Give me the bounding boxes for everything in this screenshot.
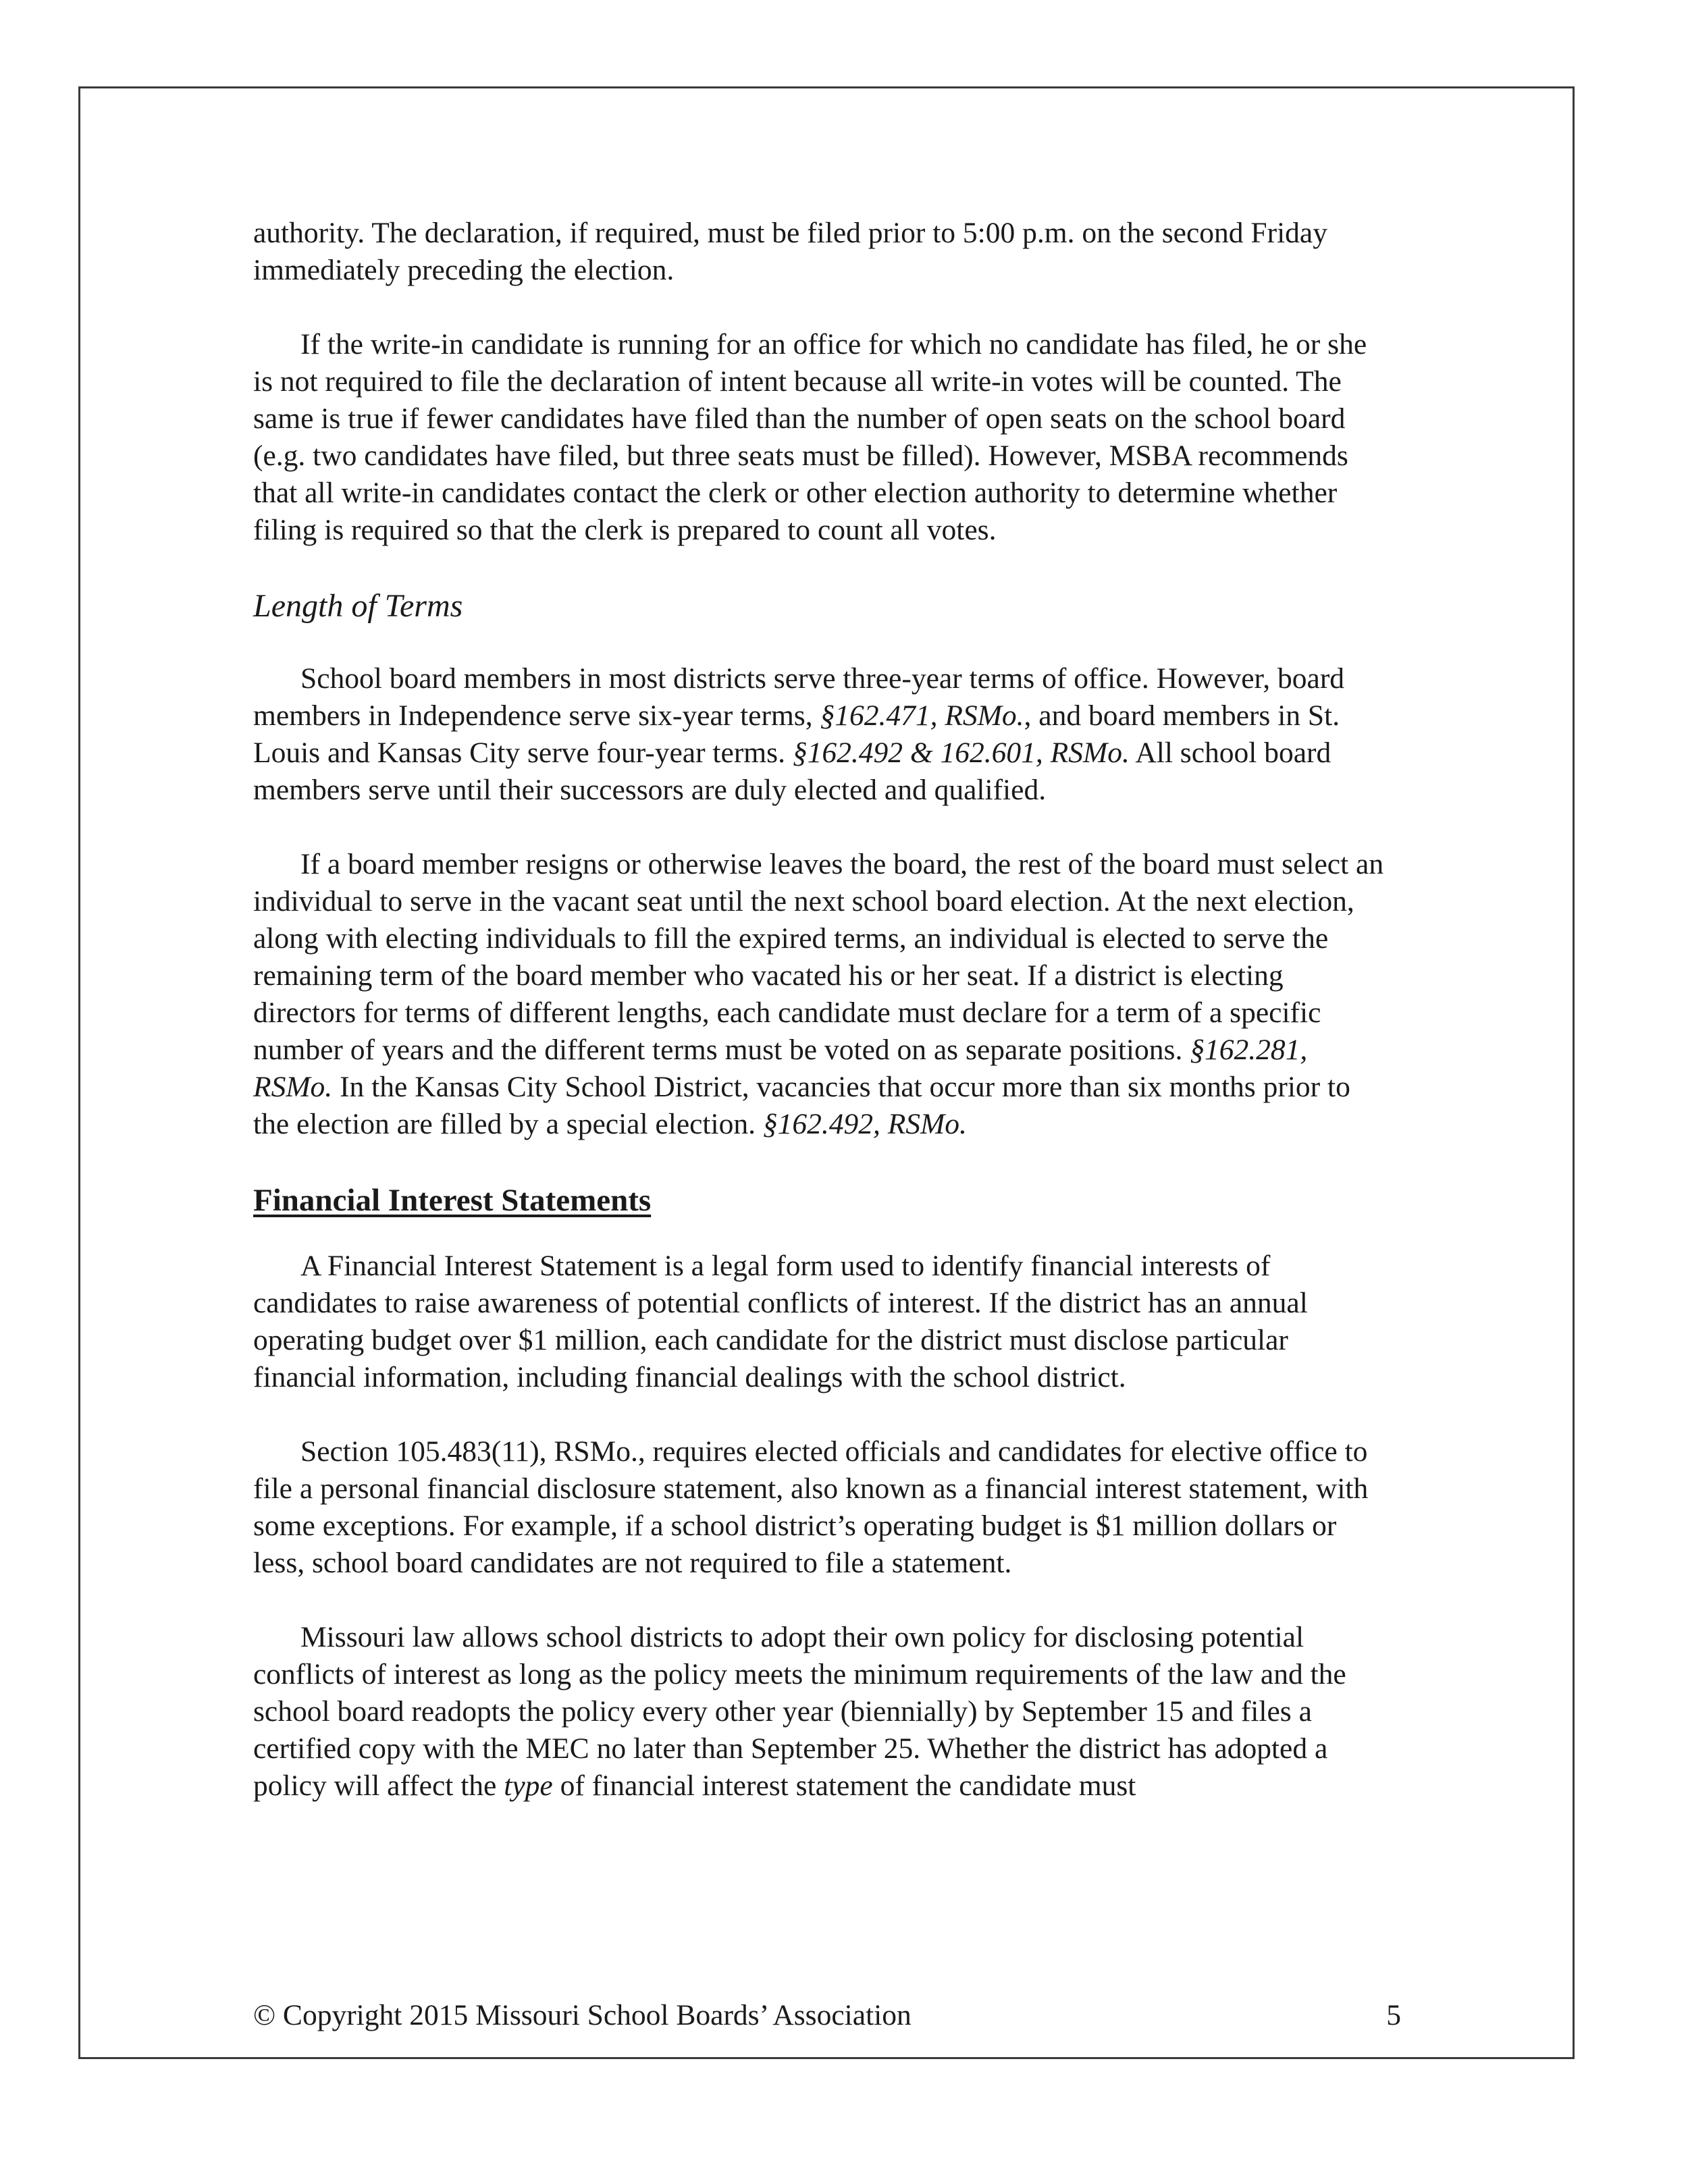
financial-paragraph-3: Missouri law allows school districts to adopt their own policy for disclosing potential conflicts of interest as long as the policy meets the minimum requirements of the law and the school board readopts the policy every other year (biennially) by September 15 and files a certified copy with the MEC no later than September 25. Whether the district has adopted a policy will affect the type of financial interest statement the candidate must (253, 1621, 1346, 1802)
citation: §162.471, RSMo. (820, 699, 1024, 732)
length-of-terms-heading: Length of Terms (253, 588, 463, 624)
page-footer (253, 1997, 1401, 2034)
intro-paragraph: authority. The declaration, if required, must be filed prior to 5:00 p.m. on the second Friday immediately preceding the election. (253, 217, 1327, 286)
financial-interest-heading: Financial Interest Statements (253, 1183, 652, 1218)
financial-paragraph-1: A Financial Interest Statement is a legal form used to identify financial interests of candidates to raise awareness of potential conflicts of interest. If the district has an annual operating budget over $1 million, each candidate for the district must disclose particular financial information, including financial dealings with the school district. (253, 1250, 1308, 1393)
financial-paragraph-2: Section 105.483(11), RSMo., requires elected officials and candidates for elective office to file a personal financial disclosure statement, also known as a financial interest statement, with some exceptions. For example, if a school district’s operating budget is $1 million dollars or less, school board candidates are not required to file a statement. (253, 1435, 1369, 1579)
terms-paragraph-1: School board members in most districts serve three-year terms of office. However, board members in Independence serve six-year terms, §162.471, RSMo., and board members in St. Louis and Kansas City serve four-year terms. §162.492 & 162.601, RSMo. All school board members serve until their successors are duly elected and qualified. (253, 662, 1345, 806)
terms-paragraph-2: If a board member resigns or otherwise leaves the board, the rest of the board must select an individual to serve in the vacant seat until the next school board election. At the next election, along with electing individuals to fill the expired terms, an individual is elected to serve the remaining term of the board member who vacated his or her seat. If a district is electing directors for terms of different lengths, each candidate must declare for a term of a specific number of years and the different terms must be voted on as separate positions. §162.281, RSMo. In the Kansas City School District, vacancies that occur more than six months prior to the election are filled by a special election. §162.492, RSMo. (253, 848, 1384, 1140)
citation: §162.492, RSMo. (762, 1108, 967, 1140)
page-body (253, 215, 1388, 1842)
emphasis: type (504, 1769, 553, 1802)
write-in-paragraph: If the write-in candidate is running for an office for which no candidate has filed, he or she is not required to file the declaration of intent because all write-in votes will be counted. The same is true if fewer candidates have filed than the number of open seats on the school board (e.g. two candidates have filed, but three seats must be filled). However, MSBA recommends that all write-in candidates contact the clerk or other election authority to determine whether filing is required so that the clerk is prepared to count all votes. (253, 328, 1367, 546)
page-number: 5 (1386, 1999, 1401, 2031)
citation: §162.492 & 162.601, RSMo. (792, 737, 1130, 769)
copyright-notice: © Copyright 2015 Missouri School Boards’ Association (253, 1999, 912, 2031)
citation: §162.281, RSMo. (253, 1034, 1308, 1103)
